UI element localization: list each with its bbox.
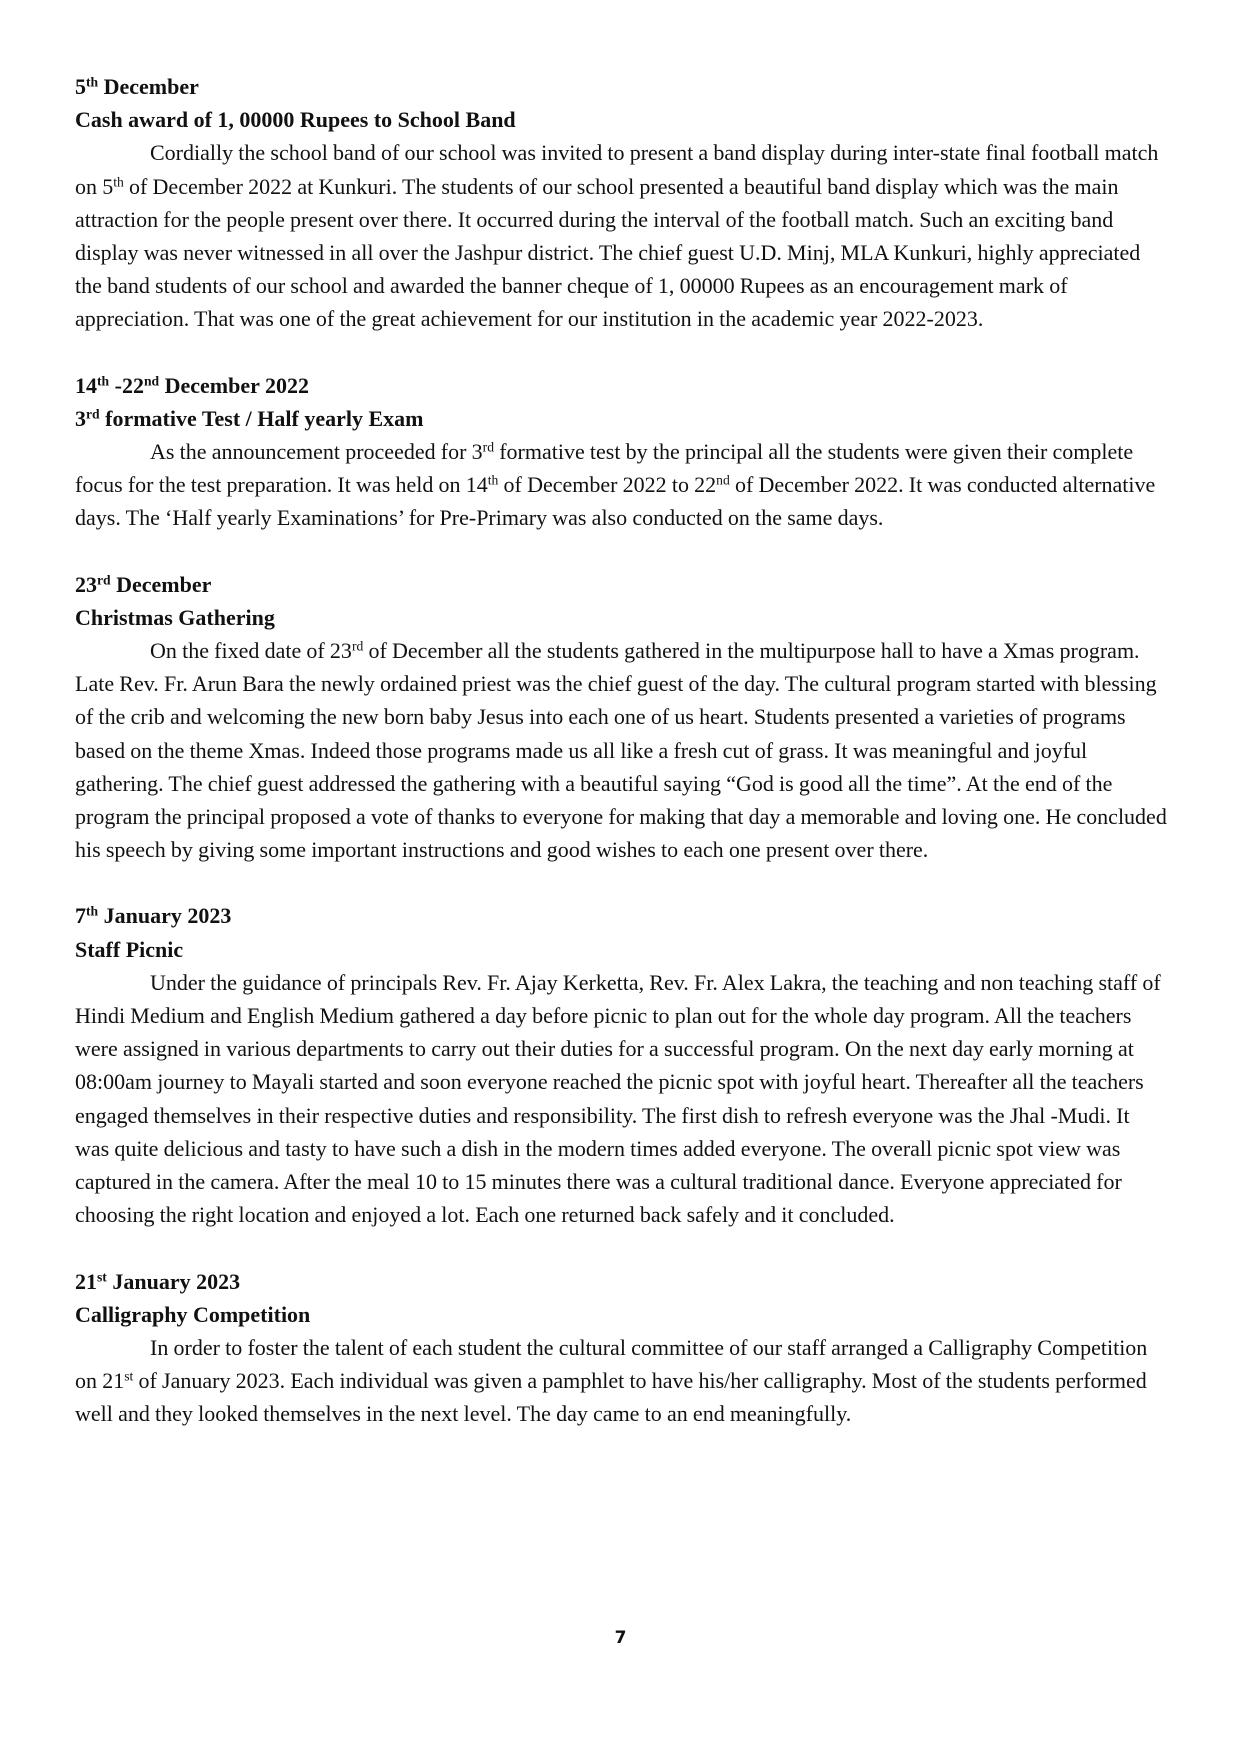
superscript: th: [97, 373, 110, 389]
superscript: th: [86, 903, 99, 919]
event-title: Christmas Gathering: [75, 604, 275, 630]
event-section: [75, 70, 1167, 336]
superscript: rd: [97, 572, 111, 588]
event-section: [75, 568, 1167, 867]
page-number: 7: [614, 1628, 627, 1648]
event-date: 5th December: [75, 74, 199, 99]
event-body: On the fixed date of 23rd of December all the students gathered in the multipurpose hall to have a Xmas program. Late Rev. Fr. Arun Bara the newly ordained priest was the chief guest of the day. The cultural program started with blessing of the crib and welcoming the new born baby Jesus into each one of us heart. Students presented a varieties of programs based on the theme Xmas. Indeed those programs made us all like a fresh cut of grass. It was meaningful and joyful gathering. The chief guest addressed the gathering with a beautiful saying “God is good all the time”. At the end of the program the principal proposed a vote of thanks to everyone for making that day a memorable and loving one. He concluded his speech by giving some important instructions and good wishes to each one present over there.: [75, 638, 1167, 863]
event-date: 23rd December: [75, 571, 212, 597]
superscript: nd: [716, 472, 730, 488]
event-date: 7th January 2023: [75, 903, 232, 929]
event-body: In order to foster the talent of each student the cultural committee of our staff arranged a Calligraphy Competition on 21st of January 2023. Each individual was given a pamphlet to have his/her calligraphy. Most of the students performed well and they looked themselves in the next level. The day came to an end meaningfully.: [75, 1334, 1148, 1427]
event-title: 3rd formative Test / Half yearly Exam: [75, 405, 424, 431]
event-body: As the announcement proceeded for 3rd formative test by the principal all the students were given their complete focus for the test preparation. It was held on 14th of December 2022 to 22nd of December 2022. It was conducted alternative days. The ‘Half yearly Examinations’ for Pre-Primary was also conducted on the same days.: [75, 439, 1156, 531]
superscript: th: [113, 174, 124, 190]
event-title: Cash award of 1, 00000 Rupees to School Band: [75, 107, 516, 133]
event-section: [75, 899, 1167, 1231]
event-title: Staff Picnic: [75, 936, 184, 962]
superscript: st: [124, 1368, 134, 1384]
event-date: 14th -22nd December 2022: [75, 372, 309, 398]
event-section: [75, 369, 1167, 535]
superscript: rd: [351, 638, 364, 654]
superscript: th: [86, 74, 99, 90]
document-page: [75, 70, 1167, 1464]
superscript: rd: [482, 439, 495, 455]
superscript: th: [487, 472, 499, 488]
event-section: [75, 1265, 1167, 1431]
superscript: st: [97, 1269, 107, 1284]
event-body: Cordially the school band of our school was invited to present a band display during inter-state final football match on 5th of December 2022 at Kunkuri. The students of our school presented a beautiful band display which was the main attraction for the people present over there. It occurred during the interval of the football match. Such an exciting band display was never witnessed in all over the Jashpur district. The chief guest U.D. Minj, MLA Kunkuri, highly appreciated the band students of our school and awarded the banner cheque of 1, 00000 Rupees as an encouragement mark of appreciation. That was one of the great achievement for our institution in the academic year 2022-2023.: [75, 140, 1159, 332]
event-title: Calligraphy Competition: [75, 1301, 311, 1327]
event-date: 21st January 2023: [75, 1268, 241, 1294]
superscript: nd: [143, 373, 160, 389]
event-body: Under the guidance of principals Rev. Fr. Ajay Kerketta, Rev. Fr. Alex Lakra, the teaching and non teaching staff of Hindi Medium and English Medium gathered a day before picnic to plan out for the whole day program. All the teachers were assigned in various departments to carry out their duties for a successful program. On the next day early morning at 08:00am journey to Mayali started and soon everyone reached the picnic spot with joyful heart. Thereafter all the teachers engaged themselves in their respective duties and responsibility. The first dish to refresh everyone was the Jhal -Mudi. It was quite delicious and tasty to have such a dish in the modern times added everyone. The overall picnic spot view was captured in the camera. After the meal 10 to 15 minutes there was a cultural traditional dance. Everyone appreciated for choosing the right location and enjoyed a lot. Each one returned back safely and it concluded.: [75, 969, 1161, 1228]
superscript: rd: [86, 406, 100, 422]
